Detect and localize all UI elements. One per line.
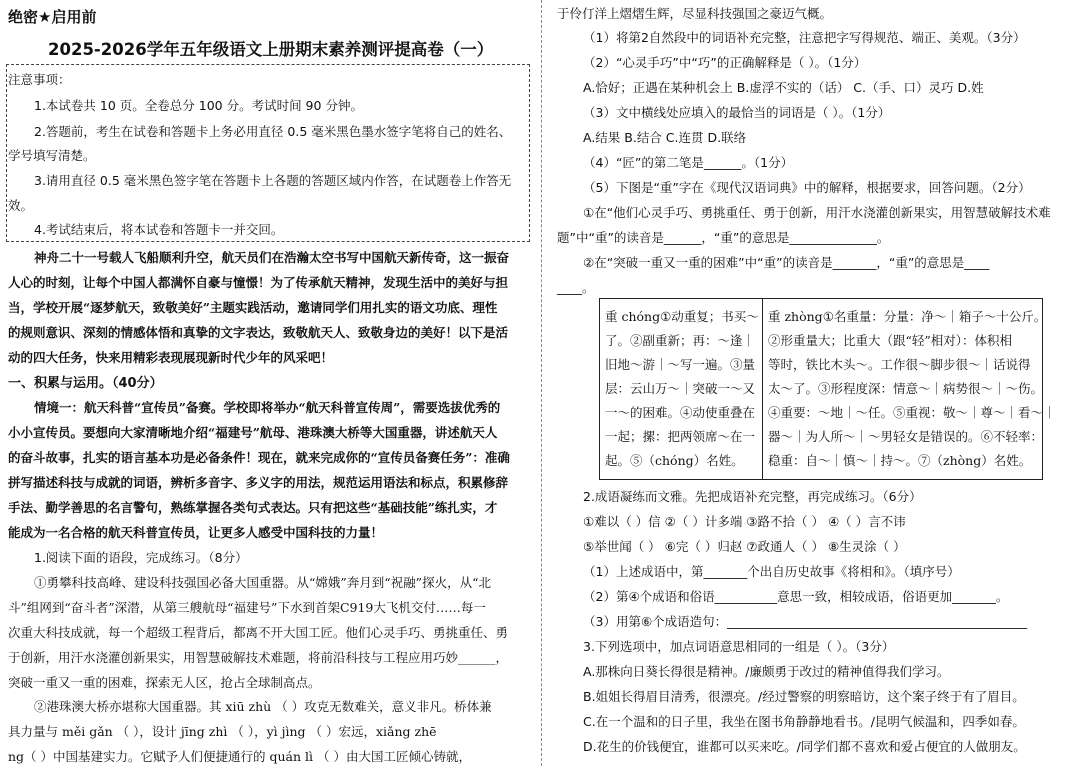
dict-chong-line: 旧地～游｜～写一遍。③量 [605,357,756,372]
passage-line: 于伶仃洋上熠熠生辉，尽显科技强国之豪迈气概。 [557,6,833,21]
question-line: 题”中“重”的读音是______，“重”的意思是______________。 [557,230,890,245]
question-line: （3）用第⑥个成语造句：________________________________________________ [583,614,1028,629]
passage-line: ng（ ）中国基建实力。它赋予人们便捷通行的 quán lì （ ）由大国工匠倾心铸就， [8,749,471,764]
question-line: （1）上述成语中，第_______个出自历史故事《将相和》。（填序号） [583,564,960,579]
question-line: （3）文中横线处应填入的最恰当的词语是（ ）。（1分） [583,105,891,120]
situation-line: 能成为一名合格的航天科普宣传员，让更多人感受中国科技的力量！ [8,525,384,540]
notice-line: 学号填写清楚。 [8,148,96,163]
dict-chong-line: 一～的困难。④动使重叠在 [605,405,756,420]
notice-heading: 注意事项： [8,72,71,87]
dict-chong-line: 起。⑤（chóng）名姓。 [605,453,744,468]
dict-zhong-line: ②形重量大；比重大（跟“轻”相对）：体积相 [768,333,1013,348]
idiom-row: ①难以（ ）信 ②（ ）计多端 ③路不拾（ ） ④（ ）言不讳 [583,514,906,529]
passage-line: ②港珠澳大桥亦堪称大国重器。其 xiū zhù （ ）攻克无数难关，意义非凡。桥体兼 [34,699,492,714]
passage-line: 斗”组网到“奋斗者”深潜，从第三艘航母“福建号”下水到首架C919大飞机交付……每一 [8,600,486,615]
page-title: 2025-2026学年五年级语文上册期末素养测评提高卷（一） [48,40,494,59]
question-line: （2）“心灵手巧”中“巧”的正确解释是（ ）。（1分） [583,55,867,70]
intro-line: 动的四大任务，快来用精彩表现展现新时代少年的风采吧！ [8,350,334,365]
intro-line: 当，学校开展“逐梦航天，致敬美好”主题实践活动，邀请同学们用扎实的语文功底、理性 [8,300,498,315]
dict-chong-line: 层：云山万～｜突破一～又 [605,381,756,396]
question-line: （4）“匠”的第二笔是______。（1分） [583,155,794,170]
dict-zhong-line: ④重要：～地｜～任。⑤重视：敬～｜尊～｜看～｜ [768,405,1056,420]
secret-label: 绝密★启用前 [8,8,97,26]
question-line: （5）下图是“重”字在《现代汉语词典》中的解释，根据要求，回答问题。（2分） [583,180,1031,195]
dict-zhong-line: 太～了。③形程度深：情意～｜病势很～｜～伤。 [768,381,1044,396]
option-line: A.那株向日葵长得很是精神。/廉颇勇于改过的精神值得我们学习。 [583,664,950,679]
dict-chong-line: 重 chóng①动重复；书买～ [605,309,759,324]
notice-line: 效。 [8,198,34,213]
option-line: B.姐姐长得眉目清秀，很漂亮。/经过警察的明察暗访，这个案子终于有了眉目。 [583,689,1025,704]
question-line: ①在“他们心灵手巧、勇挑重任、勇于创新，用汗水浇灌创新果实，用智慧破解技术难 [583,205,1051,220]
column-divider [541,0,542,766]
intro-line: 人心的时刻，让每个中国人都满怀自豪与憧憬！为了传承航天精神，发现生活中的美好与担 [8,275,509,290]
question-heading: 3.下列选项中，加点词语意思相同的一组是（ ）。（3分） [583,639,895,654]
situation-line: 的奋斗故事，扎实的语言基本功是必备条件！现在，就来完成你的“宣传员备赛任务”：准确 [8,450,510,465]
dict-zhong-line: 器～｜为人所～｜～男轻女是错误的。⑥不轻率： [768,429,1044,444]
question-line: （2）第④个成语和俗语__________意思一致，相较成语，俗语更加_______。 [583,589,1009,604]
notice-line: 1.本试卷共 10 页。全卷总分 100 分。考试时间 90 分钟。 [34,98,363,113]
question-heading: 2.成语凝练而文雅。先把成语补充完整，再完成练习。（6分） [583,489,922,504]
situation-line: 情境一：航天科普“宣传员”备赛。学校即将举办“航天科普宣传周”，需要选拔优秀的 [34,400,501,415]
dict-chong-line: 一起；摞：把两领席～在一 [605,429,756,444]
situation-line: 手法、勤学善思的名言警句，熟练掌握各类句式表达。只有把这些“基础技能”练扎实，才 [8,500,498,515]
option-line: C.在一个温和的日子里，我坐在图书角静静地看书。/昆明气候温和，四季如春。 [583,714,1025,729]
dict-zhong-line: 稳重：自～｜慎～｜持～。⑦（zhòng）名姓。 [768,453,1032,468]
question-line: ____。 [557,280,595,295]
section-heading: 一、积累与运用。（40分） [8,376,163,391]
intro-line: 的规则意识、深刻的情感体悟和真挚的文字表达，致敬航天人、致敬身边的美好！以下是活 [8,325,509,340]
option-line: A.恰好；正遇在某种机会上 B.虚浮不实的（话） C.（手、口）灵巧 D.姓 [583,80,984,95]
situation-line: 小小宣传员。要想向大家清晰地介绍“福建号”航母、港珠澳大桥等大国重器，讲述航天人 [8,425,498,440]
option-line: D.花生的价钱便宜，谁都可以买来吃。/同学们都不喜欢和爱占便宜的人做朋友。 [583,739,1026,754]
situation-line: 拼写描述科技与成就的词语，辨析多音字、多义字的用法，规范运用语法和标点，积累修辞 [8,475,509,490]
question-line: （1）将第2自然段中的词语补充完整，注意把字写得规范、端正、美观。（3分） [583,30,1026,45]
intro-line: 神舟二十一号载人飞船顺利升空，航天员们在浩瀚太空书写中国航天新传奇，这一振奋 [34,250,510,265]
question-line: ②在“突破一重又一重的困难”中“重”的读音是_______，“重”的意思是____ [583,255,990,270]
dict-zhong-line: 重 zhòng①名重量：分量：净～｜箱子～十公斤。 [768,309,1047,324]
dict-chong-line: 了。②副重新；再：～逢｜ [605,333,756,348]
question-heading: 1.阅读下面的语段，完成练习。（8分） [34,550,248,565]
notice-line: 4.考试结束后，将本试卷和答题卡一并交回。 [34,222,284,237]
notice-line: 3.请用直径 0.5 毫米黑色签字笔在答题卡上各题的答题区域内作答，在试题卷上作答无 [34,173,512,188]
passage-line: 次重大科技成就，每一个超级工程背后，都离不开大国工匠。他们心灵手巧、勇挑重任、勇 [8,625,509,640]
passage-line: 突破一重又一重的困难，探索无人区，抢占全球制高点。 [8,675,321,690]
passage-line: 于创新，用汗水浇灌创新果实，用智慧破解技术难题，将前沿科技与工程应用巧妙______， [8,650,509,665]
dict-zhong-line: 等时，铁比木头～。工作很～脚步很～｜话说得 [768,357,1031,372]
option-line: A.结果 B.结合 C.连贯 D.联络 [583,130,747,145]
passage-line: ①勇攀科技高峰、建设科技强国必备大国重器。从“嫦娥”奔月到“祝融”探火，从“北 [34,575,491,590]
passage-line: 具力量与 měi gǎn （ ），设计 jīng zhì （ ），yì jìng （ ）宏远，xiǎng zhē [8,724,437,739]
idiom-row: ⑤举世闻（ ） ⑥完（ ）归赵 ⑦政通人（ ） ⑧生灵涂（ ） [583,539,906,554]
notice-line: 2.答题前，考生在试卷和答题卡上务必用直径 0.5 毫米黑色墨水签字笔将自己的姓名、 [34,124,512,139]
